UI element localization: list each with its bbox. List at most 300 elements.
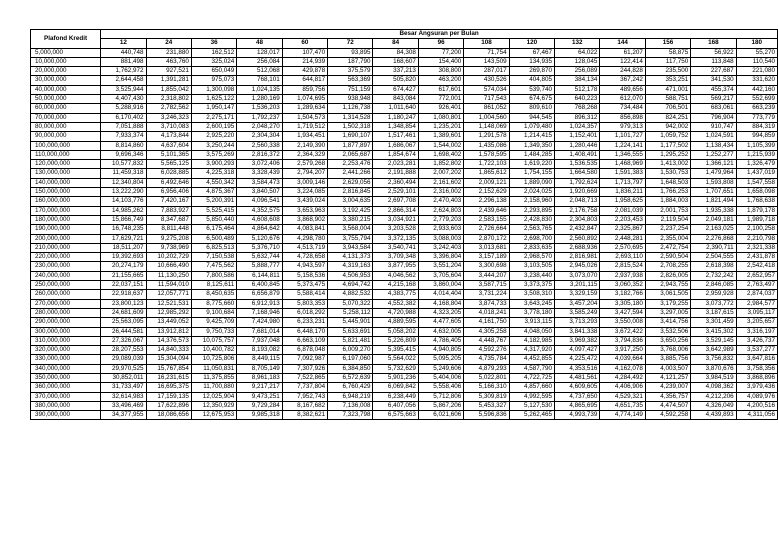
plafon-cell: 60,000,000 <box>31 104 101 113</box>
installment-cell: 3,242,403 <box>418 243 463 252</box>
installment-cell: 3,157,189 <box>464 253 509 262</box>
installment-cell: 3,868,896 <box>736 373 777 382</box>
installment-cell: 430,526 <box>464 76 509 85</box>
installment-cell: 2,570,695 <box>600 243 645 252</box>
installment-cell: 1,389,601 <box>418 132 463 141</box>
installment-cell: 4,735,784 <box>464 355 509 364</box>
table-row <box>31 225 778 234</box>
installment-cell: 31,733,497 <box>101 383 146 392</box>
installment-cell: 8,193,082 <box>237 346 282 355</box>
installment-cell: 3,201,115 <box>555 281 600 290</box>
plafon-cell: 300,000,000 <box>31 327 101 336</box>
installment-cell: 2,360,494 <box>373 178 418 187</box>
installment-cell: 2,590,504 <box>645 253 690 262</box>
installment-cell: 6,069,842 <box>373 383 418 392</box>
installment-cell: 2,321,338 <box>736 243 777 252</box>
installment-cell: 1,877,897 <box>328 141 373 150</box>
table-row <box>31 160 778 169</box>
installment-cell: 10,075,757 <box>191 336 236 345</box>
installment-cell: 3,885,756 <box>645 355 690 364</box>
installment-cell: 6,575,663 <box>373 411 418 420</box>
installment-cell: 7,522,865 <box>282 373 327 382</box>
installment-cell: 113,848 <box>691 57 736 66</box>
installment-cell: 2,472,754 <box>645 243 690 252</box>
installment-cell: 768,268 <box>555 104 600 113</box>
installment-cell: 796,904 <box>691 113 736 122</box>
installment-cell: 16,231,615 <box>146 373 191 382</box>
installment-cell: 3,979,436 <box>736 383 777 392</box>
installment-cell: 1,291,578 <box>464 132 509 141</box>
installment-cell: 3,301,459 <box>691 318 736 327</box>
installment-cell: 5,732,629 <box>373 364 418 373</box>
tenor-header-cell: 132 <box>555 39 600 48</box>
installment-cell: 3,305,180 <box>600 299 645 308</box>
installment-cell: 5,262,465 <box>509 411 554 420</box>
installment-cell: 5,564,022 <box>373 355 418 364</box>
installment-cell: 4,857,660 <box>509 383 554 392</box>
installment-cell: 1,879,178 <box>736 206 777 215</box>
installment-cell: 2,024,025 <box>509 188 554 197</box>
installment-cell: 4,889,595 <box>373 318 418 327</box>
installment-cell: 4,879,293 <box>464 364 509 373</box>
installment-cell: 7,800,586 <box>191 271 236 280</box>
installment-cell: 3,841,338 <box>555 327 600 336</box>
installment-cell: 2,600,195 <box>191 122 236 131</box>
installment-cell: 5,249,606 <box>418 364 463 373</box>
installment-cell: 2,583,155 <box>464 215 509 224</box>
installment-cell: 13,449,052 <box>146 318 191 327</box>
installment-cell: 6,144,811 <box>237 271 282 280</box>
installment-cell: 67,467 <box>509 48 554 57</box>
installment-cell: 12,340,804 <box>101 178 146 187</box>
installment-cell: 4,943,597 <box>282 262 327 271</box>
installment-cell: 15,866,749 <box>101 215 146 224</box>
installment-cell: 4,284,492 <box>600 373 645 382</box>
installment-cell: 1,591,383 <box>600 169 645 178</box>
installment-cell: 3,297,005 <box>645 308 690 317</box>
installment-cell: 824,251 <box>645 113 690 122</box>
installment-cell: 5,558,406 <box>418 383 463 392</box>
table-row <box>31 346 778 355</box>
installment-cell: 455,374 <box>691 85 736 94</box>
installment-cell: 4,083,841 <box>282 225 327 234</box>
installment-cell: 2,023,281 <box>373 160 418 169</box>
installment-cell: 4,096,541 <box>237 197 282 206</box>
installment-cell: 574,034 <box>464 85 509 94</box>
plafon-cell: 10,000,000 <box>31 57 101 66</box>
table-row <box>31 132 778 141</box>
plafon-cell: 310,000,000 <box>31 336 101 345</box>
installment-cell: 4,481,561 <box>555 373 600 382</box>
installment-cell: 1,713,797 <box>600 178 645 187</box>
installment-cell: 2,579,268 <box>282 160 327 169</box>
installment-cell: 28,207,553 <box>101 346 146 355</box>
installment-cell: 1,852,802 <box>418 160 463 169</box>
installment-cell: 1,011,640 <box>373 104 418 113</box>
table-row <box>31 373 778 382</box>
installment-cell: 4,311,056 <box>736 411 777 420</box>
installment-cell: 11,130,250 <box>146 271 191 280</box>
plafon-cell: 90,000,000 <box>31 132 101 141</box>
installment-cell: 881,498 <box>101 57 146 66</box>
installment-cell: 3,073,070 <box>555 271 600 280</box>
installment-cell: 975,073 <box>191 76 236 85</box>
installment-cell: 4,014,404 <box>418 290 463 299</box>
installment-cell: 3,329,159 <box>555 290 600 299</box>
installment-cell: 5,395,415 <box>373 346 418 355</box>
installment-cell: 3,551,204 <box>418 262 463 271</box>
installment-cell: 9,425,709 <box>191 318 236 327</box>
installment-cell: 4,592,258 <box>645 411 690 420</box>
installment-cell: 12,025,904 <box>191 392 236 401</box>
installment-cell: 4,728,658 <box>282 253 327 262</box>
installment-cell: 3,203,528 <box>373 225 418 234</box>
installment-cell: 4,694,742 <box>328 281 373 290</box>
installment-cell: 1,698,402 <box>418 150 463 159</box>
installment-cell: 4,161,750 <box>464 318 509 327</box>
installment-cell: 5,101,365 <box>146 150 191 159</box>
installment-cell: 5,258,112 <box>328 308 373 317</box>
installment-cell: 7,737,804 <box>282 383 327 392</box>
installment-cell: 2,007,202 <box>418 169 463 178</box>
installment-cell: 4,632,005 <box>418 327 463 336</box>
installment-cell: 3,427,594 <box>600 308 645 317</box>
installment-cell: 4,173,844 <box>146 132 191 141</box>
installment-cell: 4,474,507 <box>645 401 690 410</box>
installment-cell: 10,666,490 <box>146 262 191 271</box>
installment-cell: 6,956,406 <box>146 188 191 197</box>
installment-cell: 1,625,122 <box>191 95 236 104</box>
installment-cell: 2,275,171 <box>191 113 236 122</box>
plafon-cell: 360,000,000 <box>31 383 101 392</box>
installment-cell: 1,252,277 <box>691 150 736 159</box>
installment-cell: 3,072,406 <box>237 160 282 169</box>
installment-cell: 3,643,245 <box>509 299 554 308</box>
installment-cell: 5,588,414 <box>282 290 327 299</box>
installment-cell: 512,178 <box>555 85 600 94</box>
installment-cell: 2,708,255 <box>645 262 690 271</box>
installment-cell: 11,594,010 <box>146 281 191 290</box>
installment-cell: 2,870,172 <box>464 234 509 243</box>
installment-cell: 2,428,830 <box>509 215 554 224</box>
installment-cell: 244,828 <box>600 67 645 76</box>
installment-cell: 1,224,141 <box>600 141 645 150</box>
installment-cell: 1,658,098 <box>736 188 777 197</box>
installment-cell: 4,882,532 <box>328 290 373 299</box>
installment-cell: 6,400,845 <box>237 281 282 290</box>
installment-cell: 2,698,700 <box>509 234 554 243</box>
installment-cell: 4,992,595 <box>509 392 554 401</box>
installment-cell: 61,207 <box>600 48 645 57</box>
installment-group-header: Besar Angsuran per Bulan <box>101 30 778 39</box>
installment-cell: 256,089 <box>555 67 600 76</box>
installment-table <box>30 29 778 420</box>
installment-cell: 8,382,621 <box>282 411 327 420</box>
installment-cell: 2,149,390 <box>282 141 327 150</box>
installment-cell: 2,001,753 <box>645 206 690 215</box>
installment-cell: 3,870,676 <box>691 364 736 373</box>
installment-cell: 107,470 <box>282 48 327 57</box>
installment-cell: 1,578,595 <box>464 150 509 159</box>
plafon-cell: 280,000,000 <box>31 308 101 317</box>
installment-cell: 3,238,440 <box>509 271 554 280</box>
installment-cell: 287,017 <box>464 67 509 76</box>
installment-cell: 3,647,816 <box>736 355 777 364</box>
table-row <box>31 253 778 262</box>
installment-cell: 8,449,115 <box>237 355 282 364</box>
installment-cell: 29,970,525 <box>101 364 146 373</box>
table-row <box>31 104 778 113</box>
installment-cell: 3,396,804 <box>418 253 463 262</box>
installment-cell: 505,820 <box>373 76 418 85</box>
installment-cell: 5,821,481 <box>328 336 373 345</box>
installment-cell: 8,705,149 <box>237 364 282 373</box>
installment-cell: 773,779 <box>736 113 777 122</box>
installment-cell: 4,637,604 <box>146 141 191 150</box>
installment-cell: 25,563,095 <box>101 318 146 327</box>
installment-cell: 471,001 <box>645 85 690 94</box>
installment-cell: 2,296,138 <box>464 197 509 206</box>
installment-cell: 552,699 <box>736 95 777 104</box>
installment-cell: 214,939 <box>282 57 327 66</box>
installment-cell: 17,622,896 <box>146 401 191 410</box>
installment-cell: 3,457,204 <box>555 299 600 308</box>
installment-cell: 3,250,244 <box>191 141 236 150</box>
installment-cell: 8,167,682 <box>282 401 327 410</box>
installment-cell: 674,427 <box>373 85 418 94</box>
installment-cell: 14,840,333 <box>146 346 191 355</box>
plafon-cell: 160,000,000 <box>31 197 101 206</box>
installment-cell: 4,448,767 <box>464 336 509 345</box>
installment-cell: 6,197,060 <box>328 355 373 364</box>
installment-cell: 489,656 <box>600 85 645 94</box>
installment-cell: 4,940,805 <box>418 346 463 355</box>
installment-cell: 2,304,304 <box>237 132 282 141</box>
installment-cell: 353,251 <box>645 76 690 85</box>
installment-cell: 4,407,430 <box>101 95 146 104</box>
installment-cell: 4,608,608 <box>237 215 282 224</box>
installment-cell: 2,293,895 <box>509 206 554 215</box>
installment-cell: 1,530,753 <box>645 169 690 178</box>
installment-cell: 134,935 <box>509 57 554 66</box>
installment-cell: 7,092,987 <box>282 355 327 364</box>
installment-cell: 717,543 <box>464 95 509 104</box>
tenor-header-cell: 60 <box>282 39 327 48</box>
plafon-cell: 80,000,000 <box>31 122 101 131</box>
installment-cell: 6,170,402 <box>101 113 146 122</box>
installment-cell: 751,159 <box>328 85 373 94</box>
installment-cell: 6,448,170 <box>282 327 327 336</box>
tenor-header-cell: 12 <box>101 39 146 48</box>
installment-cell: 938,948 <box>328 95 373 104</box>
installment-cell: 3,182,766 <box>600 290 645 299</box>
installment-cell: 1,686,067 <box>373 141 418 150</box>
installment-cell: 2,439,646 <box>464 206 509 215</box>
installment-cell: 18,086,656 <box>146 411 191 420</box>
installment-cell: 3,013,681 <box>464 243 509 252</box>
installment-cell: 3,179,255 <box>645 299 690 308</box>
installment-cell: 1,766,253 <box>645 188 690 197</box>
installment-cell: 5,632,744 <box>237 253 282 262</box>
installment-cell: 337,213 <box>373 67 418 76</box>
installment-cell: 910,747 <box>691 122 736 131</box>
installment-cell: 1,664,580 <box>555 169 600 178</box>
installment-cell: 4,552,382 <box>373 299 418 308</box>
installment-cell: 2,504,555 <box>691 253 736 262</box>
installment-cell: 1,289,634 <box>282 104 327 113</box>
installment-cell: 512,068 <box>237 67 282 76</box>
installment-cell: 308,800 <box>418 67 463 76</box>
installment-cell: 27,326,067 <box>101 336 146 345</box>
table-row <box>31 290 778 299</box>
installment-cell: 4,018,241 <box>464 308 509 317</box>
installment-cell: 2,826,005 <box>645 271 690 280</box>
table-row <box>31 281 778 290</box>
tenor-header-cell: 96 <box>418 39 463 48</box>
installment-cell: 1,391,281 <box>146 76 191 85</box>
installment-cell: 563,369 <box>328 76 373 85</box>
installment-cell: 3,984,519 <box>691 373 736 382</box>
installment-cell: 1,854,674 <box>373 150 418 159</box>
installment-cell: 4,212,206 <box>691 392 736 401</box>
installment-cell: 3,004,635 <box>328 197 373 206</box>
installment-cell: 1,935,338 <box>691 206 736 215</box>
installment-cell: 1,349,350 <box>509 141 554 150</box>
installment-cell: 1,762,972 <box>101 67 146 76</box>
installment-cell: 128,017 <box>237 48 282 57</box>
installment-cell: 341,530 <box>691 76 736 85</box>
installment-cell: 4,239,007 <box>645 383 690 392</box>
installment-cell: 1,024,357 <box>555 122 600 131</box>
installment-cell: 5,901,236 <box>373 373 418 382</box>
installment-cell: 442,160 <box>736 85 777 94</box>
installment-cell: 884,319 <box>736 122 777 131</box>
installment-cell: 5,712,806 <box>418 392 463 401</box>
installment-cell: 6,912,913 <box>237 299 282 308</box>
installment-cell: 4,550,342 <box>191 178 236 187</box>
table-row <box>31 188 778 197</box>
table-row <box>31 122 778 131</box>
installment-cell: 1,177,502 <box>645 141 690 150</box>
installment-cell: 1,079,480 <box>509 122 554 131</box>
installment-cell: 3,758,356 <box>736 364 777 373</box>
installment-cell: 5,404,006 <box>418 373 463 382</box>
table-row <box>31 411 778 420</box>
installment-cell: 15,767,854 <box>146 364 191 373</box>
installment-cell: 4,168,804 <box>418 299 463 308</box>
installment-cell: 6,948,219 <box>328 392 373 401</box>
installment-cell: 3,840,507 <box>237 188 282 197</box>
installment-cell: 15,304,094 <box>146 355 191 364</box>
installment-cell: 944,545 <box>509 113 554 122</box>
installment-cell: 10,577,832 <box>101 160 146 169</box>
installment-cell: 4,774,149 <box>600 411 645 420</box>
installment-cell: 2,984,577 <box>736 299 777 308</box>
installment-cell: 1,989,718 <box>736 215 777 224</box>
installment-cell: 5,070,322 <box>328 299 373 308</box>
installment-cell: 4,786,405 <box>418 336 463 345</box>
installment-cell: 77,200 <box>418 48 463 57</box>
installment-cell: 8,814,860 <box>101 141 146 150</box>
installment-cell: 1,958,625 <box>600 197 645 206</box>
installment-cell: 10,202,729 <box>146 253 191 262</box>
installment-cell: 7,136,008 <box>328 401 373 410</box>
installment-cell: 24,681,609 <box>101 308 146 317</box>
installment-cell: 2,065,687 <box>328 150 373 159</box>
installment-cell: 227,687 <box>691 67 736 76</box>
installment-cell: 3,060,352 <box>600 281 645 290</box>
installment-cell: 8,125,611 <box>191 281 236 290</box>
installment-cell: 6,878,048 <box>282 346 327 355</box>
table-row <box>31 392 778 401</box>
installment-cell: 1,544,002 <box>418 141 463 150</box>
installment-cell: 3,550,008 <box>600 318 645 327</box>
installment-cell: 2,529,101 <box>373 188 418 197</box>
plafon-cell: 320,000,000 <box>31 346 101 355</box>
installment-cell: 2,163,025 <box>691 225 736 234</box>
installment-cell: 1,479,964 <box>691 169 736 178</box>
installment-cell: 3,224,085 <box>282 188 327 197</box>
installment-cell: 2,448,281 <box>600 234 645 243</box>
installment-cell: 4,326,049 <box>691 401 736 410</box>
installment-cell: 9,985,318 <box>237 411 282 420</box>
installment-cell: 162,512 <box>191 48 236 57</box>
installment-cell: 2,732,242 <box>691 271 736 280</box>
tenor-header-cell: 120 <box>509 39 554 48</box>
installment-cell: 2,191,888 <box>373 169 418 178</box>
installment-cell: 9,729,284 <box>237 401 282 410</box>
installment-cell: 3,439,024 <box>282 197 327 206</box>
installment-cell: 1,295,252 <box>645 150 690 159</box>
installment-cell: 2,815,524 <box>600 262 645 271</box>
installment-cell: 3,768,006 <box>645 346 690 355</box>
installment-cell: 325,024 <box>191 57 236 66</box>
installment-cell: 5,850,440 <box>191 215 236 224</box>
installment-cell: 3,034,921 <box>373 215 418 224</box>
installment-cell: 26,444,581 <box>101 327 146 336</box>
installment-cell: 926,401 <box>418 104 463 113</box>
installment-cell: 1,326,479 <box>736 160 777 169</box>
installment-cell: 22,918,637 <box>101 290 146 299</box>
installment-cell: 3,414,756 <box>645 318 690 327</box>
installment-cell: 128,045 <box>555 57 600 66</box>
installment-cell: 1,152,401 <box>555 132 600 141</box>
installment-cell: 2,563,765 <box>509 225 554 234</box>
installment-cell: 4,215,168 <box>373 281 418 290</box>
installment-cell: 2,048,713 <box>555 197 600 206</box>
installment-cell: 4,319,163 <box>328 262 373 271</box>
installment-cell: 3,372,135 <box>373 234 418 243</box>
installment-cell: 2,237,254 <box>645 225 690 234</box>
installment-cell: 3,444,207 <box>464 271 509 280</box>
table-row <box>31 401 778 410</box>
installment-cell: 1,126,738 <box>328 104 373 113</box>
installment-cell: 2,441,266 <box>328 169 373 178</box>
installment-cell: 6,656,879 <box>237 290 282 299</box>
table-row <box>31 364 778 373</box>
installment-cell: 84,308 <box>373 48 418 57</box>
table-row <box>31 57 778 66</box>
installment-cell: 2,644,458 <box>101 76 146 85</box>
installment-cell: 2,933,603 <box>418 225 463 234</box>
table-row <box>31 271 778 280</box>
installment-cell: 5,095,205 <box>418 355 463 364</box>
installment-cell: 56,922 <box>691 48 736 57</box>
installment-cell: 1,437,019 <box>736 169 777 178</box>
installment-cell: 1,836,211 <box>600 188 645 197</box>
installment-cell: 4,439,893 <box>691 411 736 420</box>
installment-cell: 93,895 <box>328 48 373 57</box>
